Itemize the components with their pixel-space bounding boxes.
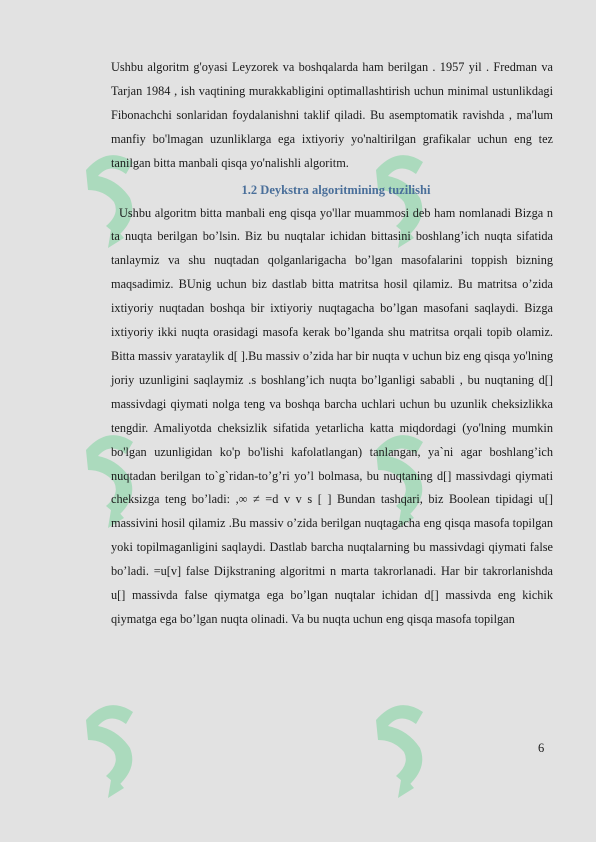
- page-content: [111, 56, 553, 632]
- page-number: 6: [538, 741, 545, 755]
- watermark-logo-icon: [78, 690, 148, 800]
- section-heading: 1.2 Deykstra algoritmining tuzilishi: [241, 182, 431, 197]
- watermark-logo-icon: [368, 690, 438, 800]
- body-paragraph-2: Ushbu algoritm bitta manbali eng qisqa yo'llar muammosi deb ham nomlanadi Bizga n ta nuqta berilgan bo’lsin. Biz bu nuqtalar ichidan bittasini boshlang’ich nuqta sifatida tanlaymiz va shu nuqtadan qolganlarigacha bo’lgan masofalarini toppish bizning maqsadimiz. BUnig uchun biz dastlab bitta matritsa hosil qilamiz. Bu matritsa o’zida ixtiyoriy nuqtadan boshqa bir ixtiyoriy nuqtagacha bo’lgan masofani saqlaydi. Bizga ixtiyoriy ikki nuqta orasidagi masofa kerak bo’lganda shu matritsa orqali topib olamiz. Bitta massiv yarataylik d[ ].Bu massiv o’zida har bir nuqta v uchun biz eng qisqa yo'lning joriy uzunligini saqlaymiz .s boshlang’ich nuqta bo’lganligi sababli , bu nuqtaning d[] massivdagi qiymati nolga teng va boshqa barcha uchlari uchun bu uzunlik cheksizlikka tengdir. Amaliyotda cheksizlik sifatida yetarlicha katta miqdordagi (yo'lning mumkin bo'lgan uzunligidan ko'p bo'lishi kafolatlangan) tanlangan, ya`ni agar boshlang’ich nuqtadan berilgan to`g`ridan-to’g’ri yo’l bolmasa, bu nuqtaning d[] massivdagi qiymati cheksizga teng bo’ladi: ,∞ ≠ =d v v s [ ] Bundan tashqari, biz Boolean tipidagi u[] massivini hosil qilamiz .Bu massiv o’zida berilgan nuqtagacha eng qisqa masofa topilgan yoki topilmaganligini saqlaydi. Dastlab barcha nuqtalarning bu massivdagi qiymati false bo’ladi. =u[v] false Dijkstraning algoritmi n marta takrorlanadi. Har bir takrorlanishda u[] massivda false qiymatga ega bo’lgan nuqtalar ichidan d[] massivda eng kichik qiymatga ega bo’lgan nuqta olinadi. Va bu nuqta uchun eng qisqa masofa topilgan: [111, 205, 553, 626]
- body-paragraph-1: Ushbu algoritm g'oyasi Leyzorek va boshqalarda ham berilgan . 1957 yil . Fredman va Tarjan 1984 , ish vaqtining murakkabligini optimallashtirish uchun minimal ustunlikdagi Fibonachchi sonlaridan foydalanishni taklif qiladi. Bu asemptomatik ravishda , ma'lum manfiy bo'lmagan uzunliklarga ega ixtiyoriy yo'naltirilgan grafikalar uchun eng tez tanilgan bitta manbali qisqa yo'nalishli algoritm.: [111, 60, 553, 170]
